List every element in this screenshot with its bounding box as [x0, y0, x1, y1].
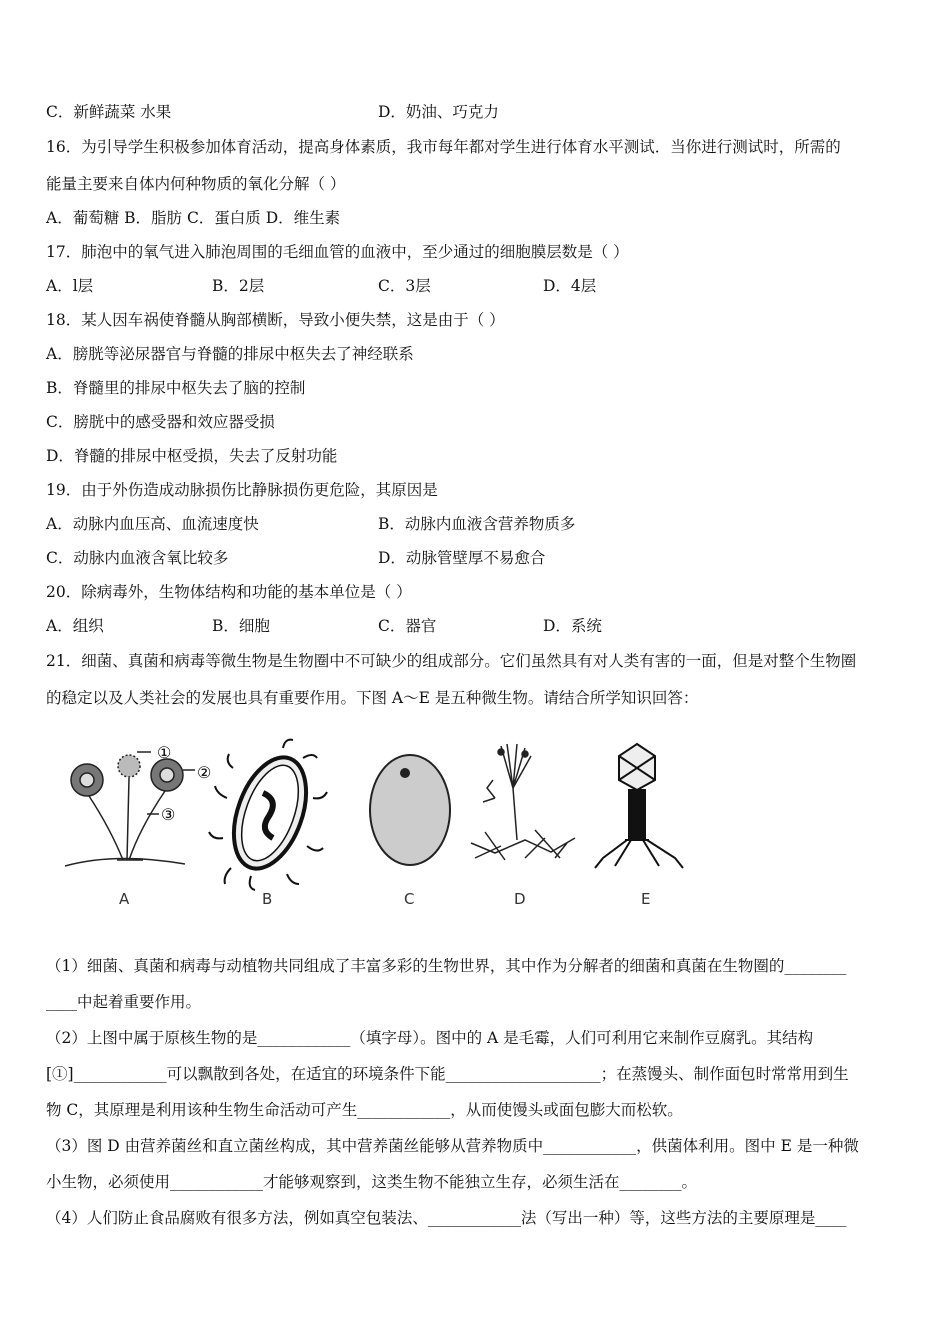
- microorganism-figure: [55, 728, 715, 918]
- part-label-2: ②: [197, 763, 212, 782]
- part-label-3: ③: [161, 805, 176, 824]
- q18-option-c: C．膀胱中的感受器和效应器受损: [46, 413, 275, 431]
- q20-option-d: D．系统: [543, 617, 602, 635]
- q19-option-a: A．动脉内血压高、血流速度快: [46, 515, 259, 533]
- q18-option-d: D．脊髓的排尿中枢受损，失去了反射功能: [46, 447, 338, 465]
- q18-stem: 18．某人因车祸使脊髓从胸部横断，导致小便失禁，这是由于（ ）: [46, 311, 505, 329]
- figure-label-d: D: [514, 890, 526, 908]
- figure-label-b: B: [262, 890, 273, 908]
- q17-option-b: B．2层: [212, 277, 265, 295]
- q17-option-d: D．4层: [543, 277, 597, 295]
- q19-option-d: D．动脉管壁厚不易愈合: [378, 549, 546, 567]
- q17-stem: 17．肺泡中的氧气进入肺泡周围的毛细血管的血液中，至少通过的细胞膜层数是（ ）: [46, 243, 629, 261]
- bacteriophage-illustration: [595, 744, 683, 868]
- q19-option-b: B．动脉内血液含营养物质多: [378, 515, 576, 533]
- figure-label-c: C: [404, 890, 415, 908]
- q21-sub1-line1: （1）细菌、真菌和病毒与动植物共同组成了丰富多彩的生物世界，其中作为分解者的细菌和真菌在生物圈的________: [46, 957, 847, 975]
- q21-sub2-line1: （2）上图中属于原核生物的是____________（填字母）。图中的 A 是毛霉，人们可利用它来制作豆腐乳。其结构: [46, 1029, 814, 1047]
- q18-option-a: A．膀胱等泌尿器官与脊髓的排尿中枢失去了神经联系: [46, 345, 414, 363]
- q15-option-d: D．奶油、巧克力: [378, 103, 499, 121]
- yeast-illustration: [370, 755, 450, 865]
- q21-stem-line2: 的稳定以及人类社会的发展也具有重要作用。下图 A～E 是五种微生物。请结合所学知识回答：: [46, 689, 699, 707]
- q15-option-c: C．新鲜蔬菜 水果: [46, 103, 172, 121]
- q21-sub3-line1: （3）图 D 由营养菌丝和直立菌丝构成，其中营养菌丝能够从营养物质中____________，供菌体利用。图中 E 是一种微: [46, 1137, 859, 1155]
- q19-option-c: C．动脉内血液含氧比较多: [46, 549, 229, 567]
- figure-label-e: E: [641, 890, 651, 908]
- q20-option-b: B．细胞: [212, 617, 270, 635]
- figure-label-a: A: [119, 890, 130, 908]
- q17-option-a: A．l层: [46, 277, 94, 295]
- q21-sub2-line2: [①]____________可以飘散到各处，在适宜的环境条件下能____________________；在蒸馒头、制作面包时常常用到生: [46, 1065, 849, 1083]
- part-label-1: ①: [157, 743, 172, 762]
- q20-option-a: A．组织: [46, 617, 104, 635]
- q16-stem-line2: 能量主要来自体内何种物质的氧化分解（ ）: [46, 175, 346, 193]
- q17-option-c: C．3层: [378, 277, 431, 295]
- q21-stem-line1: 21．细菌、真菌和病毒等微生物是生物圈中不可缺少的组成部分。它们虽然具有对人类有害的一面，但是对整个生物圈: [46, 652, 857, 670]
- q21-sub4-line1: （4）人们防止食品腐败有很多方法，例如真空包装法、____________法（写出一种）等，这些方法的主要原理是____: [46, 1209, 847, 1227]
- penicillium-illustration: [471, 744, 575, 860]
- q19-stem: 19．由于外伤造成动脉损伤比静脉损伤更危险，其原因是: [46, 481, 438, 499]
- q20-stem: 20．除病毒外，生物体结构和功能的基本单位是（ ）: [46, 583, 412, 601]
- q21-sub1-line2: ____中起着重要作用。: [46, 993, 202, 1011]
- q16-stem-line1: 16．为引导学生积极参加体育活动，提高身体素质，我市每年都对学生进行体育水平测试．当你进行测试时，所需的: [46, 138, 841, 156]
- mucor-illustration: [65, 752, 195, 866]
- q18-option-b: B．脊髓里的排尿中枢失去了脑的控制: [46, 379, 306, 397]
- q20-option-c: C．器官: [378, 617, 437, 635]
- q21-sub2-line3: 物 C，其原理是利用该种生物生命活动可产生____________，从而使馒头或面包膨大而松软。: [46, 1101, 683, 1119]
- bacterium-illustration: [209, 740, 327, 890]
- q21-sub3-line2: 小生物，必须使用____________才能够观察到，这类生物不能独立生存，必须生活在________。: [46, 1173, 698, 1191]
- q16-options: A．葡萄糖 B．脂肪 C．蛋白质 D．维生素: [46, 209, 341, 227]
